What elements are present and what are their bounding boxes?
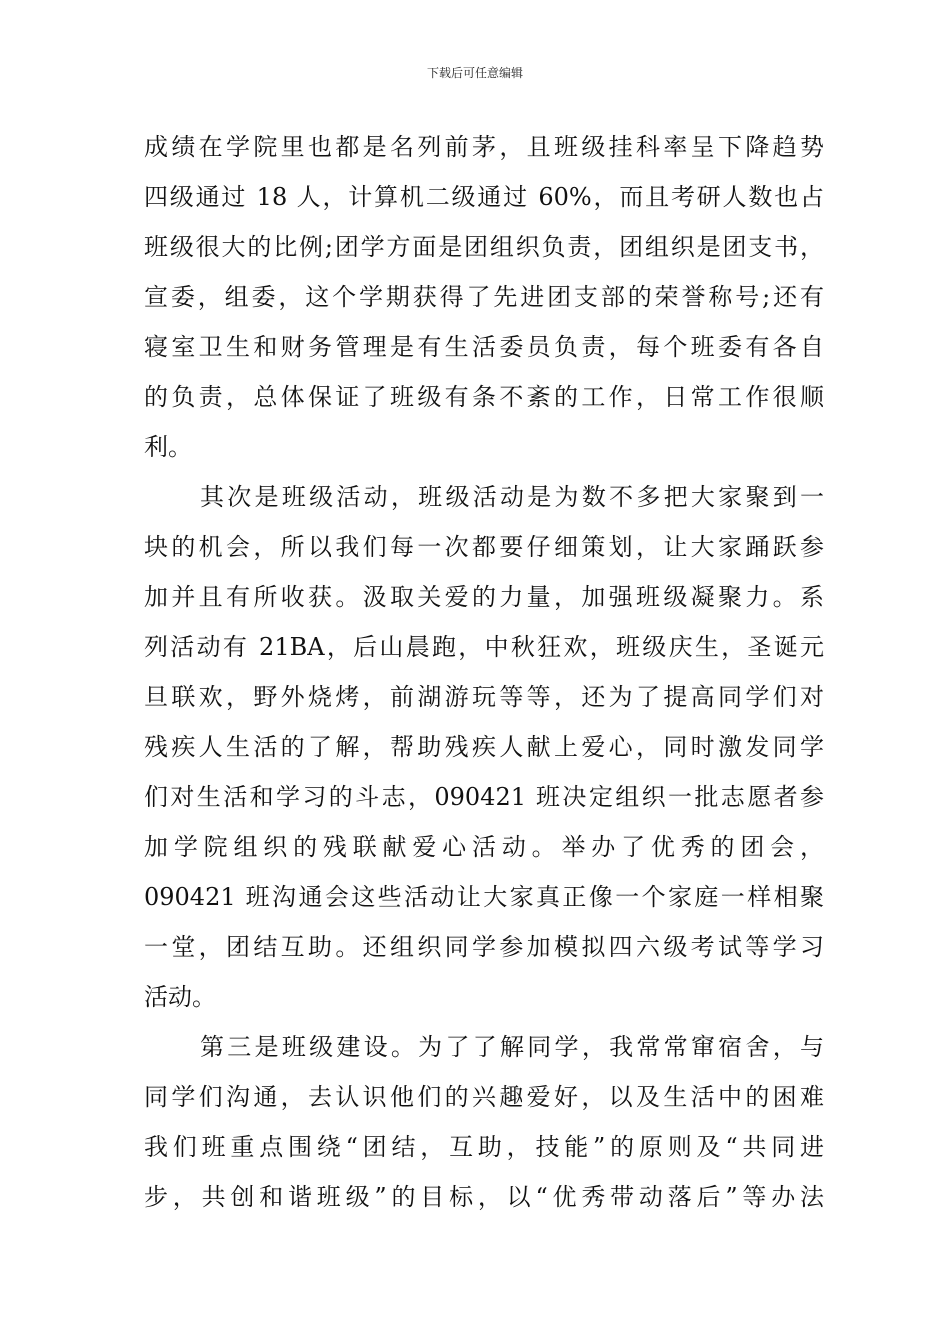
text-line: 的负责，总体保证了班级有条不紊的工作，日常工作很顺 xyxy=(144,383,824,411)
text-line: 旦联欢，野外烧烤，前湖游玩等等，还为了提高同学们对 xyxy=(144,683,824,711)
text-line: 成绩在学院里也都是名列前茅，且班级挂科率呈下降趋势 xyxy=(144,133,824,161)
text-line: 班级很大的比例;团学方面是团组织负责，团组织是团支书， xyxy=(144,233,824,261)
text-line: 四级通过 18 人，计算机二级通过 60%，而且考研人数也占 xyxy=(144,183,824,211)
text-line: 加学院组织的残联献爱心活动。举办了优秀的团会， xyxy=(144,833,824,861)
text-line: 块的机会，所以我们每一次都要仔细策划，让大家踊跃参 xyxy=(144,533,824,561)
header-note: 下载后可任意编辑 xyxy=(426,66,523,80)
text-line: 宣委，组委，这个学期获得了先进团支部的荣誉称号;还有 xyxy=(144,283,824,311)
text-line: 第三是班级建设。为了了解同学，我常常窜宿舍，与 xyxy=(200,1033,824,1061)
text-line: 我们班重点围绕“团结，互助，技能”的原则及“共同进 xyxy=(144,1133,824,1161)
text-line: 利。 xyxy=(144,433,192,461)
text-line: 残疾人生活的了解，帮助残疾人献上爱心，同时激发同学 xyxy=(144,733,824,761)
text-line: 同学们沟通，去认识他们的兴趣爱好，以及生活中的困难 xyxy=(144,1083,824,1111)
text-line: 们对生活和学习的斗志，090421 班决定组织一批志愿者参 xyxy=(144,783,824,811)
text-line: 活动。 xyxy=(144,983,216,1011)
text-line: 寝室卫生和财务管理是有生活委员负责，每个班委有各自 xyxy=(144,333,824,361)
text-line: 一堂，团结互助。还组织同学参加模拟四六级考试等学习 xyxy=(144,933,824,961)
text-line: 090421 班沟通会这些活动让大家真正像一个家庭一样相聚 xyxy=(144,883,824,911)
text-line: 列活动有 21BA，后山晨跑，中秋狂欢，班级庆生，圣诞元 xyxy=(144,633,824,661)
text-line: 其次是班级活动，班级活动是为数不多把大家聚到一 xyxy=(200,483,824,511)
text-line: 加并且有所收获。汲取关爱的力量，加强班级凝聚力。系 xyxy=(144,583,824,611)
text-line: 步，共创和谐班级”的目标，以“优秀带动落后”等办法 xyxy=(144,1183,824,1211)
body-text xyxy=(144,122,824,1222)
